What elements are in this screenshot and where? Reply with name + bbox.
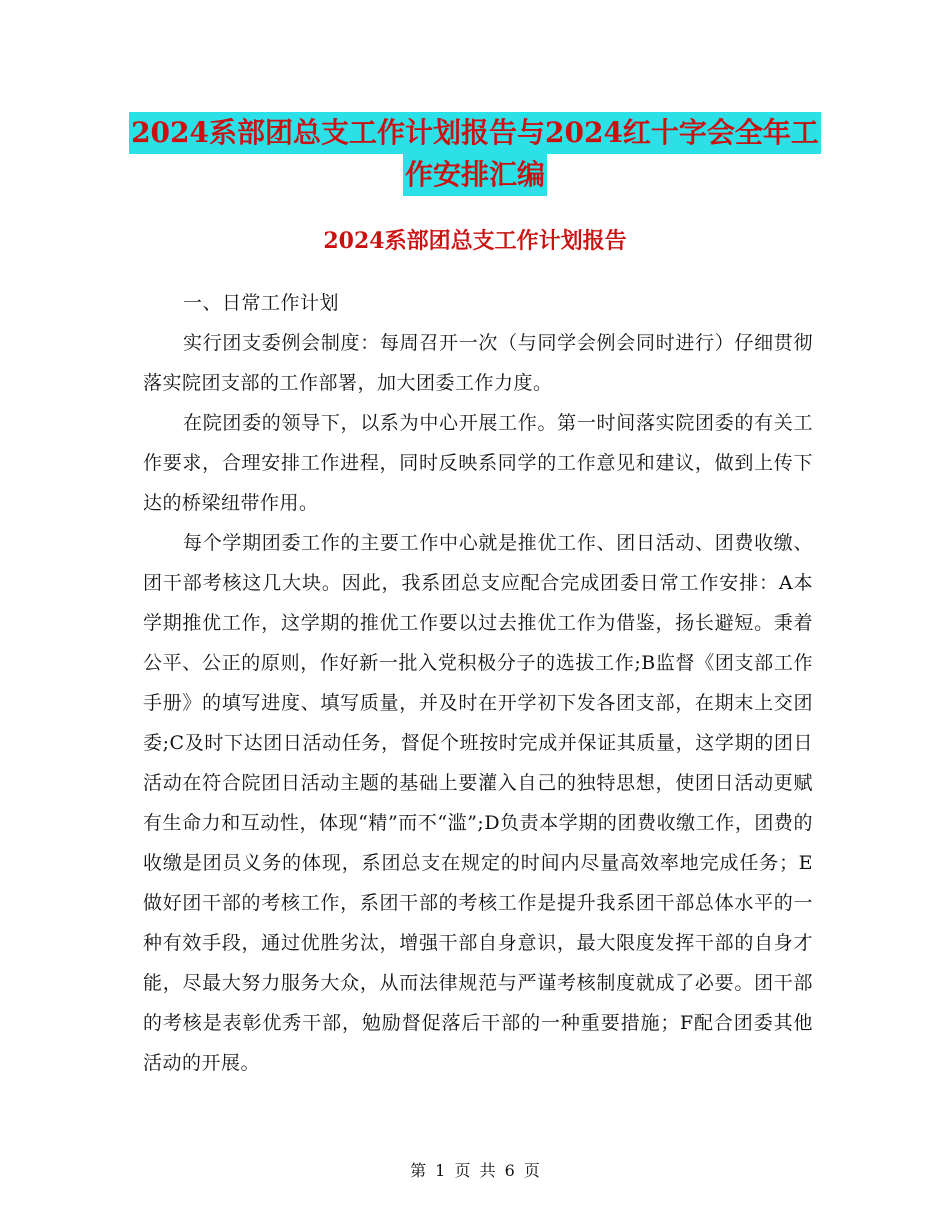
page-footer: 第 1 页 共 6 页 bbox=[410, 1161, 540, 1180]
title-line-2: 作安排汇编 bbox=[403, 154, 547, 196]
paragraph-2: 在院团委的领导下，以系为中心开展工作。第一时间落实院团委的有关工作要求，合理安排工作进程，同时反映系同学的工作意见和建议，做到上传下达的桥梁纽带作用。 bbox=[143, 412, 813, 514]
paragraph-3: 每个学期团委工作的主要工作中心就是推优工作、团日活动、团费收缴、团干部考核这几大块。因此，我系团总支应配合完成团委日常工作安排：A本学期推优工作，这学期的推优工作要以过去推优工作为借鉴，扬长避短。秉着公平、公正的原则，作好新一批入党积极分子的选拔工作;B监督《团支部工作手册》的填写进度、填写质量，并及时在开学初下发各团支部，在期末上交团委;C及时下达团日活动任务，督促个班按时完成并保证其质量，这学期的团日活动在符合院团日活动主题的基础上要灌入自己的独特思想，使团日活动更赋有生命力和互动性，体现“精”而不“滥”;D负责本学期的团费收缴工作，团费的收缴是团员义务的体现，系团总支在规定的时间内尽量高效率地完成任务；E做好团干部的考核工作，系团干部的考核工作是提升我系团干部总体水平的一种有效手段，通过优胜劣汰，增强干部自身意识，最大限度发挥干部的自身才能，尽最大努力服务大众，从而法律规范与严谨考核制度就成了必要。团干部的考核是表彰优秀干部，勉励督促落后干部的一种重要措施；F配合团委其他活动的开展。 bbox=[143, 532, 813, 1074]
paragraph-1: 实行团支委例会制度：每周召开一次（与同学会例会同时进行）仔细贯彻落实院团支部的工作部署，加大团委工作力度。 bbox=[143, 332, 813, 394]
document-body bbox=[143, 283, 813, 1083]
section-title: 2024系部团总支工作计划报告 bbox=[323, 228, 627, 254]
document-title bbox=[0, 112, 950, 196]
section-heading: 一、日常工作计划 bbox=[183, 292, 340, 314]
title-line-1: 2024系部团总支工作计划报告与2024红十字会全年工 bbox=[129, 112, 821, 154]
